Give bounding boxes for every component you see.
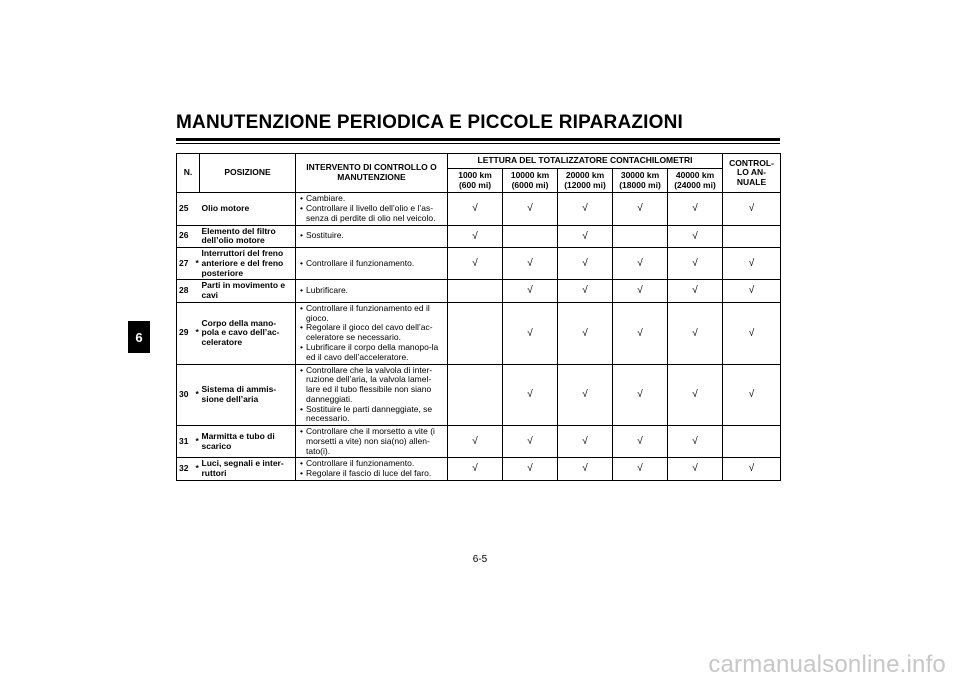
check-mark-icon: √ [692,230,698,242]
check-cell-interval-4 [613,193,668,225]
check-mark-icon: √ [692,285,698,297]
row-number: 28 [177,280,194,303]
table-row [177,193,781,225]
check-cell-interval-3 [558,302,613,364]
check-cell-interval-5 [668,364,723,426]
header-n: N. [177,154,200,193]
check-cell-interval-1 [448,280,503,303]
check-mark-icon: √ [527,203,533,215]
check-cell-interval-3 [558,193,613,225]
row-position: Olio motore [200,193,296,225]
row-number: 27 [177,248,194,280]
check-cell-annual [723,225,781,248]
check-cell-annual [723,248,781,280]
check-mark-icon: √ [472,203,478,215]
intervention-item: • Controllare che il morsetto a vite (i morsetti a vite) non sia(no) allen-tato(i). [298,427,445,456]
row-number: 26 [177,225,194,248]
page-number: 6-5 [472,554,488,565]
check-cell-interval-4 [613,426,668,458]
row-position: Elemento del filtro dell’olio motore [200,225,296,248]
check-cell-interval-4 [613,280,668,303]
intervention-item: • Controllare che la valvola di inter-ruzione dell’aria, la valvola lamel-lare ed il tubo flessibile non siano danneggiati. [298,366,445,405]
check-cell-interval-1 [448,225,503,248]
row-asterisk: * [194,248,200,280]
check-cell-interval-1 [448,364,503,426]
check-mark-icon: √ [582,436,588,448]
row-interventions [296,280,448,303]
check-cell-interval-1 [448,426,503,458]
intervention-item: • Controllare il funzionamento ed il gioco. [298,304,445,324]
row-asterisk: * [194,426,200,458]
check-mark-icon: √ [637,327,643,339]
row-number: 32 [177,458,194,481]
check-cell-annual [723,458,781,481]
check-cell-interval-3 [558,280,613,303]
check-mark-icon: √ [527,327,533,339]
intervention-item: • Controllare il funzionamento. [298,459,445,469]
check-mark-icon: √ [637,258,643,270]
check-cell-interval-4 [613,302,668,364]
check-mark-icon: √ [692,436,698,448]
check-cell-interval-1 [448,302,503,364]
check-mark-icon: √ [582,230,588,242]
check-mark-icon: √ [472,463,478,475]
check-mark-icon: √ [582,285,588,297]
check-cell-interval-2 [503,302,558,364]
check-cell-interval-1 [448,458,503,481]
intervention-item: • Sostituire. [298,231,445,241]
row-interventions [296,458,448,481]
row-interventions [296,248,448,280]
header-annual-check: CONTROL- LO AN- NUALE [723,154,781,193]
check-cell-interval-3 [558,364,613,426]
check-cell-interval-5 [668,280,723,303]
intervention-item: • Regolare il fascio di luce del faro. [298,469,445,479]
check-cell-interval-4 [613,458,668,481]
header-intervention: INTERVENTO DI CONTROLLO O MANUTENZIONE [296,154,448,193]
check-mark-icon: √ [527,463,533,475]
header-km-20000: 20000 km (12000 mi) [558,168,613,193]
check-mark-icon: √ [472,230,478,242]
check-cell-annual [723,426,781,458]
check-mark-icon: √ [637,463,643,475]
check-cell-annual [723,280,781,303]
check-mark-icon: √ [527,285,533,297]
row-position: Sistema di ammis-sione dell’aria [200,364,296,426]
check-mark-icon: √ [527,389,533,401]
header-position: POSIZIONE [200,154,296,193]
check-mark-icon: √ [692,203,698,215]
row-position: Corpo della mano-pola e cavo dell’ac-celeratore [200,302,296,364]
intervention-item: • Sostituire le parti danneggiate, se necessario. [298,405,445,425]
check-mark-icon: √ [748,463,755,475]
check-mark-icon: √ [692,463,698,475]
row-number: 31 [177,426,194,458]
check-mark-icon: √ [582,389,588,401]
check-cell-interval-3 [558,225,613,248]
check-mark-icon: √ [692,258,698,270]
check-cell-interval-3 [558,458,613,481]
check-mark-icon: √ [527,436,533,448]
row-interventions [296,225,448,248]
check-cell-annual [723,364,781,426]
check-mark-icon: √ [637,389,643,401]
check-cell-interval-5 [668,225,723,248]
row-interventions [296,426,448,458]
intervention-item: • Lubrificare. [298,286,445,296]
check-cell-interval-5 [668,248,723,280]
check-mark-icon: √ [748,327,755,339]
table-row [177,248,781,280]
check-cell-interval-5 [668,193,723,225]
title-rule-thick [176,138,780,141]
header-odometer: LETTURA DEL TOTALIZZATORE CONTACHILOMETRI [448,154,723,169]
row-interventions [296,302,448,364]
check-mark-icon: √ [527,258,533,270]
check-mark-icon: √ [637,203,643,215]
row-number: 30 [177,364,194,426]
table-row [177,280,781,303]
check-cell-interval-2 [503,225,558,248]
row-position: Parti in movimento e cavi [200,280,296,303]
row-asterisk: * [194,458,200,481]
check-cell-interval-4 [613,225,668,248]
row-interventions [296,193,448,225]
check-cell-interval-5 [668,426,723,458]
check-cell-interval-2 [503,193,558,225]
table-row [177,458,781,481]
check-mark-icon: √ [472,436,478,448]
intervention-item: • Cambiare. [298,194,445,204]
table-header-row [177,154,781,169]
intervention-item: • Regolare il gioco del cavo dell’ac-celeratore se necessario. [298,323,445,343]
check-cell-interval-2 [503,426,558,458]
intervention-item: • Lubrificare il corpo della manopo-la ed il cavo dell’acceleratore. [298,343,445,363]
header-km-1000: 1000 km (600 mi) [448,168,503,193]
check-cell-interval-1 [448,248,503,280]
check-cell-interval-3 [558,248,613,280]
check-cell-interval-4 [613,364,668,426]
check-cell-interval-4 [613,248,668,280]
check-mark-icon: √ [748,285,755,297]
check-mark-icon: √ [748,258,755,270]
row-position: Luci, segnali e inter-ruttori [200,458,296,481]
row-asterisk: * [194,302,200,364]
row-position: Interruttori del freno anteriore e del freno posteriore [200,248,296,280]
check-cell-interval-3 [558,426,613,458]
table-row [177,364,781,426]
check-cell-interval-5 [668,458,723,481]
check-mark-icon: √ [582,463,588,475]
check-mark-icon: √ [637,285,643,297]
chapter-tab [128,321,150,353]
check-cell-interval-5 [668,302,723,364]
intervention-item: • Controllare il livello dell’olio e l’as-senza di perdite di olio nel veicolo. [298,204,445,224]
check-mark-icon: √ [472,258,478,270]
check-cell-interval-2 [503,458,558,481]
row-asterisk: * [194,364,200,426]
intervention-item: • Controllare il funzionamento. [298,259,445,269]
header-km-10000: 10000 km (6000 mi) [503,168,558,193]
check-mark-icon: √ [637,436,643,448]
table-row [177,426,781,458]
header-km-30000: 30000 km (18000 mi) [613,168,668,193]
check-mark-icon: √ [582,203,588,215]
check-cell-interval-2 [503,248,558,280]
chapter-number: 6 [135,329,143,345]
check-mark-icon: √ [748,203,755,215]
row-number: 29 [177,302,194,364]
header-km-40000: 40000 km (24000 mi) [668,168,723,193]
check-cell-interval-2 [503,280,558,303]
check-cell-interval-1 [448,193,503,225]
row-number: 25 [177,193,194,225]
check-mark-icon: √ [692,389,698,401]
maintenance-table [176,153,781,481]
title-rule-thin [176,143,780,144]
row-interventions [296,364,448,426]
watermark: carmanualsonline.info [708,651,946,678]
table-row [177,225,781,248]
table-row [177,302,781,364]
page-title: MANUTENZIONE PERIODICA E PICCOLE RIPARAZIONI [176,112,684,133]
check-mark-icon: √ [692,327,698,339]
check-mark-icon: √ [582,327,588,339]
check-mark-icon: √ [748,389,755,401]
check-cell-interval-2 [503,364,558,426]
row-position: Marmitta e tubo di scarico [200,426,296,458]
check-cell-annual [723,302,781,364]
check-cell-annual [723,193,781,225]
check-mark-icon: √ [582,258,588,270]
